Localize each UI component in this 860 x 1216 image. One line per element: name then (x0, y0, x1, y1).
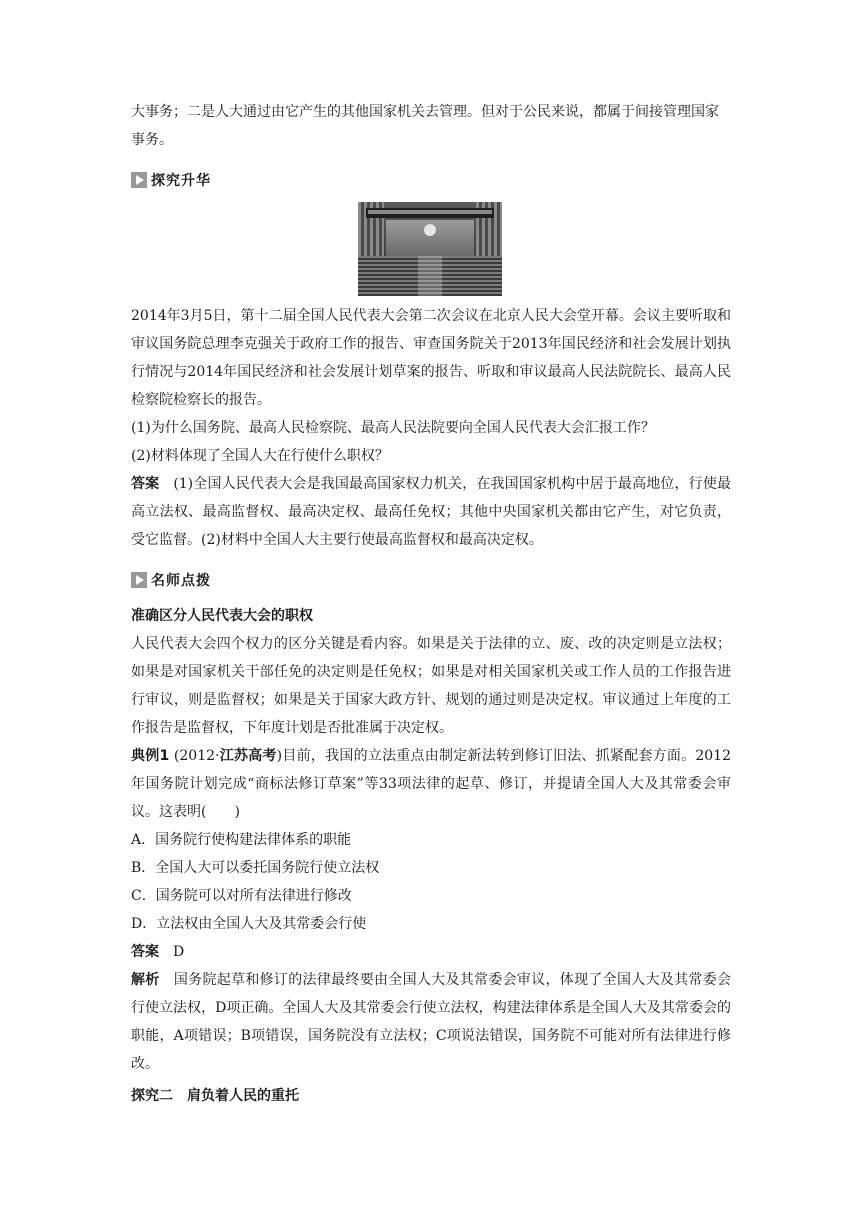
section-heading-explore-2 (131, 1082, 731, 1110)
example-stem-text: 目前，我国的立法重点由制定新法转到修订旧法、抓紧配套方面。2012年国务院计划完成“商标法修订草案”等33项法律的起草、修订，并提请全国人大及其常委会审议。这表明( ) (131, 748, 731, 820)
analysis-text: 国务院起草和修订的法律最终要由全国人大及其常委会审议，体现了全国人大及其常委会行使立法权，D项正确。全国人大及其常委会行使立法权，构建法律体系是全国人大及其常委会的职能，A项错误；B项错误，国务院没有立法权；C项说法错误，国务院不可能对所有法律进行修改。 (131, 972, 732, 1072)
analysis-label: 解析 (131, 972, 160, 988)
national-emblem-icon (424, 224, 436, 236)
example-source-prefix: (2012· (169, 748, 220, 764)
option-b: B．全国人大可以委托国务院行使立法权 (131, 860, 380, 876)
answer-value: D (173, 944, 185, 960)
option-d: D．立法权由全国人大及其常委会行使 (131, 916, 367, 932)
section-title: 探究升华 (151, 173, 211, 189)
play-triangle-icon (131, 172, 147, 188)
section-header-explore (131, 168, 731, 192)
tip-heading: 准确区分人民代表大会的职权 (131, 608, 313, 624)
tip-paragraph: 人民代表大会四个权力的区分关键是看内容。如果是关于法律的立、废、改的决定则是立法权；如果是对国家机关干部任免的决定则是任免权；如果是对相关国家机关或工作人员的工作报告进行审议，则是监督权；如果是关于国家大政方针、规划的通过则是决定权。审议通过上年度的工作报告是监督权，下年度计划是否批准属于决定权。 (131, 636, 731, 736)
example-source-suffix: ) (276, 748, 283, 764)
answer-label: 答案 (131, 476, 160, 492)
play-triangle-icon (131, 572, 147, 588)
example-answer (131, 938, 731, 966)
section-header-tips (131, 568, 731, 592)
intro-line-2: 事务。 (131, 132, 173, 148)
analysis-paragraph (131, 966, 731, 1078)
question-2: (2)材料体现了全国人大在行使什么职权？ (131, 448, 389, 464)
example-source: 江苏高考 (219, 748, 277, 764)
answer-paragraph (131, 470, 731, 554)
section-title: 名师点拨 (151, 573, 211, 589)
section-title: 肩负着人民的重托 (187, 1088, 299, 1104)
example-stem (131, 742, 731, 826)
example-label: 典例1 (131, 748, 170, 764)
material-paragraph: 2014年3月5日，第十二届全国人民代表大会第二次会议在北京人民大会堂开幕。会议主要听取和审议国务院总理李克强关于政府工作的报告、审查国务院关于2013年国民经济和社会发展计划执行情况与2014年国民经济和社会发展计划草案的报告、听取和审议最高人民法院院长、最高人民检察院检察长的报告。 (131, 308, 731, 408)
option-a: A．国务院行使构建法律体系的职能 (131, 832, 352, 848)
option-c: C．国务院可以对所有法律进行修改 (131, 888, 352, 904)
answer-text: (1)全国人民代表大会是我国最高国家权力机关，在我国国家机构中居于最高地位，行使最高立法权、最高监督权、最高决定权、最高任免权；其他中央国家机关都由它产生，对它负责，受它监督。(2)材料中全国人大主要行使最高监督权和最高决定权。 (131, 476, 731, 548)
document-page (131, 98, 731, 1110)
section-label: 探究二 (131, 1088, 173, 1104)
intro-paragraph (131, 98, 731, 154)
question-1: (1)为什么国务院、最高人民检察院、最高人民法院要向全国人民代表大会汇报工作？ (131, 420, 655, 436)
congress-hall-photo (358, 202, 502, 296)
intro-line-1: 大事务；二是人大通过由它产生的其他国家机关去管理。但对于公民来说，都属于间接管理国家 (131, 104, 719, 120)
answer-label: 答案 (131, 944, 159, 960)
